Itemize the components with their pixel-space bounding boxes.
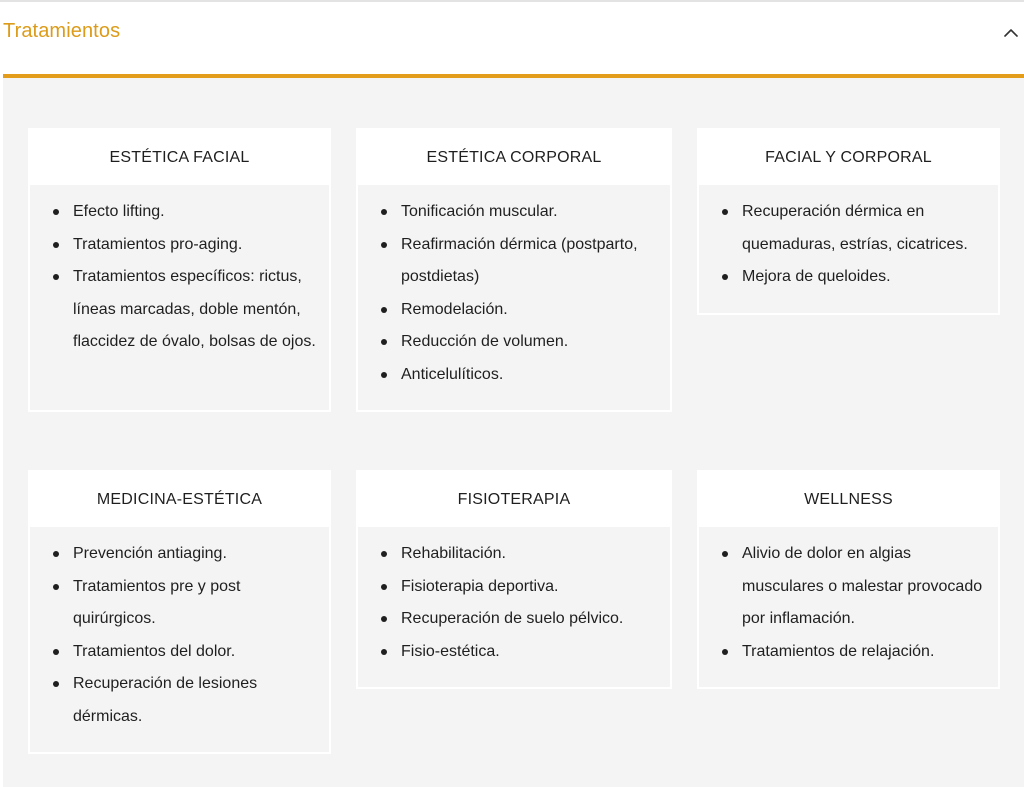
card-item-list: [30, 185, 329, 359]
list-item: Alivio de dolor en algias musculares o malestar provocado por inflamación.: [699, 538, 998, 636]
card-item-list: [358, 185, 670, 391]
list-item: Tratamientos del dolor.: [30, 636, 329, 669]
list-item: Tratamientos pre y post quirúrgicos.: [30, 571, 329, 636]
list-item: Tratamientos específicos: rictus, líneas marcadas, doble mentón, flaccidez de óvalo, bolsas de ojos.: [30, 261, 329, 359]
card-item-list: [30, 527, 329, 733]
accordion-title: Tratamientos: [3, 20, 121, 42]
list-item: Recuperación dérmica en quemaduras, estrías, cicatrices.: [699, 196, 998, 261]
list-item: Recuperación de suelo pélvico.: [358, 603, 670, 636]
card-title: WELLNESS: [699, 472, 998, 527]
card-title: MEDICINA-ESTÉTICA: [30, 472, 329, 527]
accordion-header[interactable]: [0, 0, 1024, 78]
list-item: Reafirmación dérmica (postparto, postdietas): [358, 229, 670, 294]
list-item: Tonificación muscular.: [358, 196, 670, 229]
card-fisioterapia: [356, 470, 672, 689]
list-item: Rehabilitación.: [358, 538, 670, 571]
card-estetica-corporal: [356, 128, 672, 412]
card-facial-y-corporal: [697, 128, 1000, 315]
list-item: Fisio-estética.: [358, 636, 670, 669]
list-item: Recuperación de lesiones dérmicas.: [30, 668, 329, 733]
card-title: FISIOTERAPIA: [358, 472, 670, 527]
card-item-list: [358, 527, 670, 668]
card-wellness: [697, 470, 1000, 689]
card-item-list: [699, 527, 998, 668]
card-medicina-estetica: [28, 470, 331, 754]
card-title: ESTÉTICA CORPORAL: [358, 130, 670, 185]
list-item: Remodelación.: [358, 294, 670, 327]
list-item: Fisioterapia deportiva.: [358, 571, 670, 604]
card-item-list: [699, 185, 998, 294]
chevron-up-icon[interactable]: [1003, 26, 1019, 38]
card-estetica-facial: [28, 128, 331, 412]
list-item: Anticelulíticos.: [358, 359, 670, 392]
list-item: Mejora de queloides.: [699, 261, 998, 294]
list-item: Prevención antiaging.: [30, 538, 329, 571]
card-title: FACIAL Y CORPORAL: [699, 130, 998, 185]
card-title: ESTÉTICA FACIAL: [30, 130, 329, 185]
list-item: Efecto lifting.: [30, 196, 329, 229]
list-item: Tratamientos de relajación.: [699, 636, 998, 669]
list-item: Reducción de volumen.: [358, 326, 670, 359]
list-item: Tratamientos pro-aging.: [30, 229, 329, 262]
